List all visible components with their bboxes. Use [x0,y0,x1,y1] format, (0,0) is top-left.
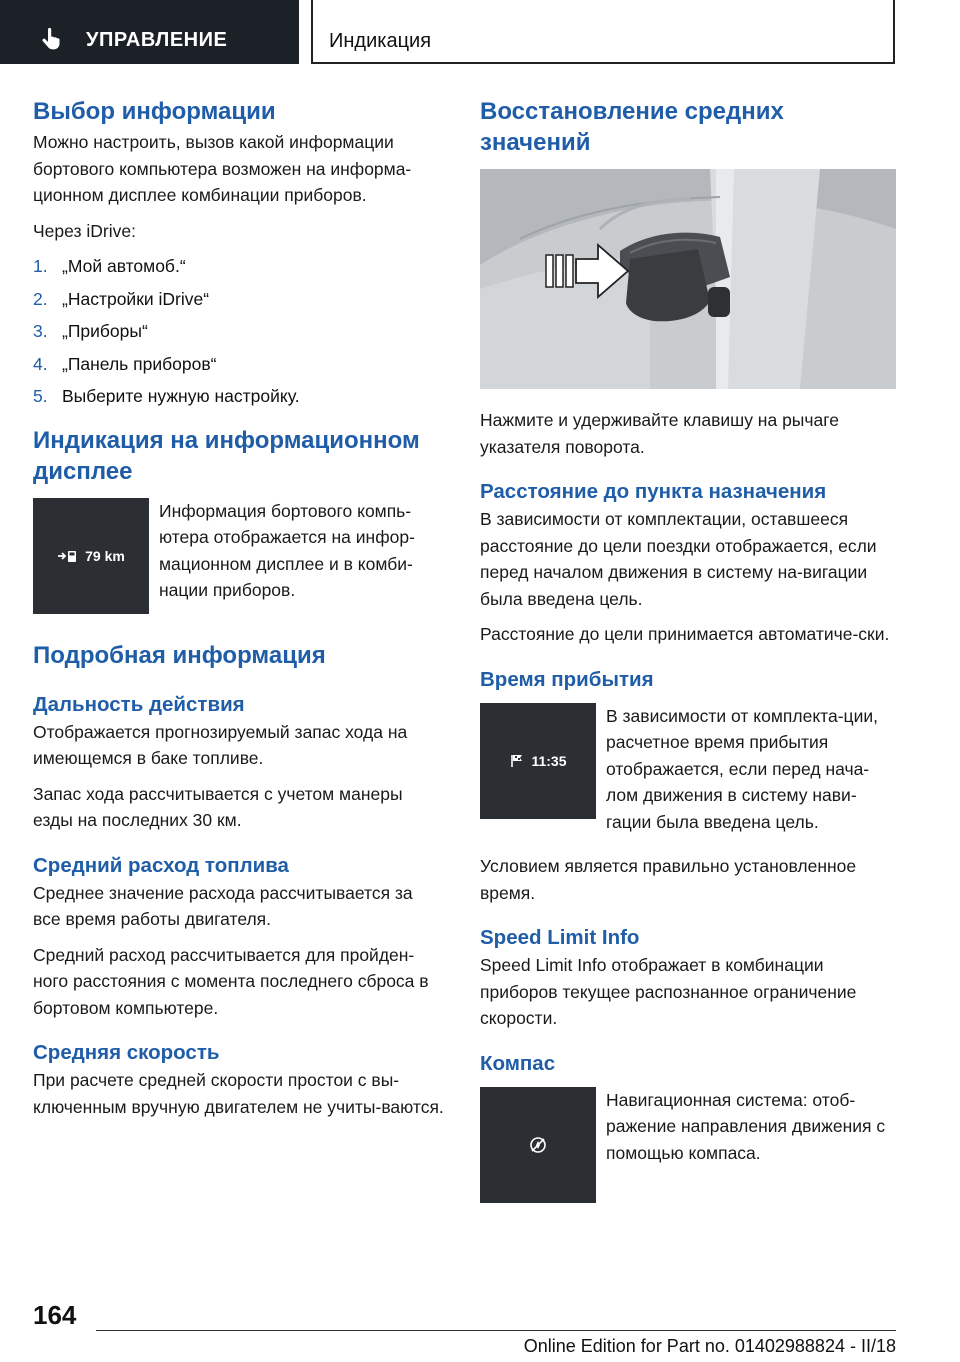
heading-reset-averages: Восстановление средних значений [480,98,784,156]
chapter-tab [0,0,299,64]
turn-signal-lever-photo [480,169,896,389]
edition-note: Online Edition for Part no. 01402988824 - II/18 [523,1336,896,1356]
paragraph: Среднее значение расхода рассчитывается за все время работы двигателя. [33,882,413,929]
paragraph: Информация бортового компь-ютера отображается на инфор-мационном дисплее и в комби-нации приборов. [159,500,415,600]
steps-list [33,253,445,410]
paragraph: При расчете средней скорости простои с вы-ключенным вручную двигателем не учиты-ваются. [33,1070,444,1117]
range-figure-row [33,498,445,614]
heading-select-info: Выбор информации [33,98,276,125]
heading-info-display: Индикация на информационном дисплее [33,426,420,485]
list-item: 2. „Настройки iDrive“ [33,288,210,309]
destination-flag-icon [509,753,525,769]
paragraph: Отображается прогнозируемый запас хода на имеющемся в баке топливе. [33,721,408,768]
section-label: Индикация [329,30,432,52]
arrival-figure-row [480,703,896,836]
paragraph: Запас хода рассчитывается с учетом манеры езды на последних 30 км. [33,783,403,830]
compass-display-image [480,1087,596,1203]
heading-distance-destination: Расстояние до пункта назначения [480,480,827,503]
hand-pointer-icon [40,27,64,51]
paragraph: Условием является правильно установленное время. [480,856,857,903]
arrival-value: 11:35 [531,752,567,769]
page-number: 164 [33,1300,77,1330]
left-column [33,96,445,1120]
heading-compass: Компас [480,1051,556,1075]
arrival-display-image [480,703,596,819]
paragraph: Расстояние до цели принимается автоматиче-ски. [480,624,890,644]
right-column [480,96,896,1203]
chapter-label: УПРАВЛЕНИЕ [86,29,228,51]
paragraph: Навигационная система: отоб-ражение направления движения с помощью компаса. [606,1089,886,1163]
range-display-image [33,498,149,614]
paragraph: Speed Limit Info отображает в комбинации приборов текущее распознанное ограничение скорости. [480,955,857,1028]
section-header [311,0,895,64]
heading-arrival-time: Время прибытия [480,667,654,691]
heading-avg-consumption: Средний расход топлива [33,853,289,877]
list-item: 3. „Приборы“ [33,321,148,341]
heading-range: Дальность действия [33,692,245,716]
paragraph: В зависимости от комплектации, оставшееся расстояние до цели поездки отображается, если перед началом движения в систему на-вигации была введена цель. [480,509,877,609]
list-item: 4. „Панель приборов“ [33,353,217,374]
paragraph: В зависимости от комплекта-ции, расчетное время прибытия отображается, если перед нача-лом движения в систему нави-гации была введена цель. [606,705,878,832]
compass-figure-row [480,1087,896,1203]
paragraph: Средний расход рассчитывается для пройден-ного расстояния с момента последнего сброса в бортовом компьютере. [33,944,429,1018]
paragraph: Через iDrive: [33,220,136,241]
fuel-range-icon [57,549,79,563]
heading-avg-speed: Средняя скорость [33,1041,220,1064]
paragraph: Можно настроить, вызов какой информации бортового компьютера возможен на информа-ционном дисплее комбинации приборов. [33,132,412,205]
footer-divider [96,1330,896,1331]
heading-speed-limit-info: Speed Limit Info [480,926,640,949]
list-item: 5. Выберите нужную настройку. [33,386,300,406]
list-item: 1. „Мой автомоб.“ [33,256,186,276]
heading-detailed-info: Подробная информация [33,641,326,669]
range-value: 79 km [85,547,125,564]
paragraph: Нажмите и удерживайте клавишу на рычаге указателя поворота. [480,410,839,457]
compass-icon [529,1136,547,1154]
